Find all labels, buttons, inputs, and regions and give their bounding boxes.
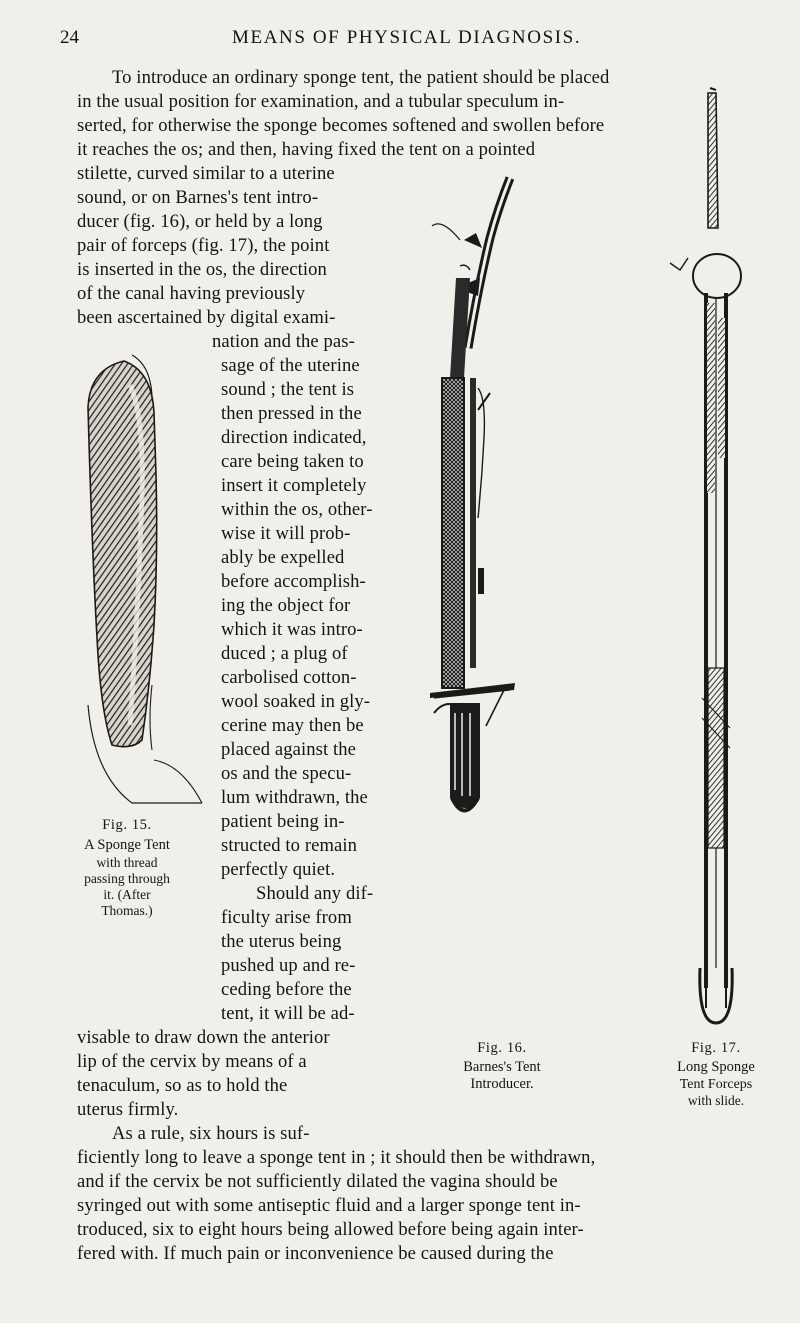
text-line: the uterus being	[221, 931, 342, 952]
text-line: stilette, curved similar to a uterine	[77, 163, 335, 184]
text-line: As a rule, six hours is suf-	[112, 1123, 310, 1144]
text-line: been ascertained by digital exami-	[77, 307, 336, 328]
text-line: sound, or on Barnes's tent intro-	[77, 187, 319, 208]
text-line: pair of forceps (fig. 17), the point	[77, 235, 330, 256]
fig15-caption-line: with thread	[96, 855, 158, 870]
text-line: uterus firmly.	[77, 1099, 179, 1120]
introducer-grip	[442, 378, 464, 688]
text-line: lip of the cervix by means of a	[77, 1051, 307, 1072]
sponge-tent-body	[88, 361, 157, 747]
text-line: direction indicated,	[221, 427, 367, 448]
text-line: placed against the	[221, 739, 356, 760]
page-number: 24	[60, 27, 79, 48]
text-line: carbolised cotton-	[221, 667, 357, 688]
text-line: tent, it will be ad-	[221, 1003, 355, 1024]
text-line: before accomplish-	[221, 571, 366, 592]
forceps-slide-ring	[693, 254, 741, 298]
text-line: Should any dif-	[256, 883, 374, 904]
text-line: of the canal having previously	[77, 283, 306, 304]
fig17-tent-forceps-illustration	[680, 88, 780, 1028]
text-line: sound ; the tent is	[221, 379, 355, 400]
text-line: perfectly quiet.	[221, 859, 336, 880]
fig15-caption-line: A Sponge Tent	[84, 837, 170, 853]
text-line: ducer (fig. 16), or held by a long	[77, 211, 323, 232]
text-line: care being taken to	[221, 451, 364, 472]
text-line: cerine may then be	[221, 715, 364, 736]
text-line: os and the specu-	[221, 763, 352, 784]
text-line: fered with. If much pain or inconvenience be caused during the	[77, 1243, 554, 1264]
text-line: ficiently long to leave a sponge tent in ; it should then be withdrawn,	[77, 1147, 596, 1168]
text-line: pushed up and re-	[221, 955, 356, 976]
text-line: which it was intro-	[221, 619, 363, 640]
text-line: visable to draw down the anterior	[77, 1027, 330, 1048]
text-line: ficulty arise from	[221, 907, 352, 928]
text-line: within the os, other-	[221, 499, 373, 520]
fig15-label: Fig. 15.	[102, 817, 152, 833]
text-line: serted, for otherwise the sponge becomes softened and swollen before	[77, 115, 605, 136]
text-line: patient being in-	[221, 811, 345, 832]
text-line: insert it completely	[221, 475, 367, 496]
fig17-caption-line: with slide.	[687, 1093, 745, 1108]
text-line: lum withdrawn, the	[221, 787, 368, 808]
running-title: MEANS OF PHYSICAL DIAGNOSIS.	[232, 27, 582, 48]
text-line: syringed out with some antiseptic fluid and a larger sponge tent in-	[77, 1195, 581, 1216]
fig15-caption-line: Thomas.)	[101, 903, 153, 918]
text-line: tenaculum, so as to hold the	[77, 1075, 288, 1096]
fig16-tent-introducer-illustration	[420, 178, 540, 828]
text-line: nation and the pas-	[212, 331, 355, 352]
forceps-jaws	[708, 93, 718, 228]
text-line: duced ; a plug of	[221, 643, 348, 664]
text-line: in the usual position for examination, and a tubular speculum in-	[77, 91, 565, 112]
text-line: wise it will prob-	[221, 523, 351, 544]
text-line: sage of the uterine	[221, 355, 360, 376]
fig16-label: Fig. 16.	[477, 1040, 527, 1056]
fig16-caption-line: Introducer.	[470, 1076, 534, 1092]
text-line: troduced, six to eight hours being allowed before being again inter-	[77, 1219, 584, 1240]
fig15-caption-line: passing through	[84, 871, 170, 886]
text-line: ceding before the	[221, 979, 352, 1000]
text-line: is inserted in the os, the direction	[77, 259, 327, 280]
fig15-caption-line: it. (After	[103, 887, 151, 902]
text-line: To introduce an ordinary sponge tent, the patient should be placed	[112, 67, 610, 88]
fig17-caption-line: Tent Forceps	[679, 1077, 753, 1092]
text-line: then pressed in the	[221, 403, 362, 424]
text-line: ably be expelled	[221, 547, 345, 568]
text-line: ing the object for	[221, 595, 351, 616]
text-line: it reaches the os; and then, having fixed the tent on a pointed	[77, 139, 536, 160]
fig17-label: Fig. 17.	[691, 1040, 741, 1056]
text-line: structed to remain	[221, 835, 358, 856]
text-line: wool soaked in gly-	[221, 691, 371, 712]
fig16-caption-line: Barnes's Tent	[463, 1059, 541, 1075]
fig15-sponge-tent-illustration	[72, 355, 222, 805]
text-line: and if the cervix be not sufficiently dilated the vagina should be	[77, 1171, 558, 1192]
fig17-caption-line: Long Sponge	[677, 1059, 755, 1075]
